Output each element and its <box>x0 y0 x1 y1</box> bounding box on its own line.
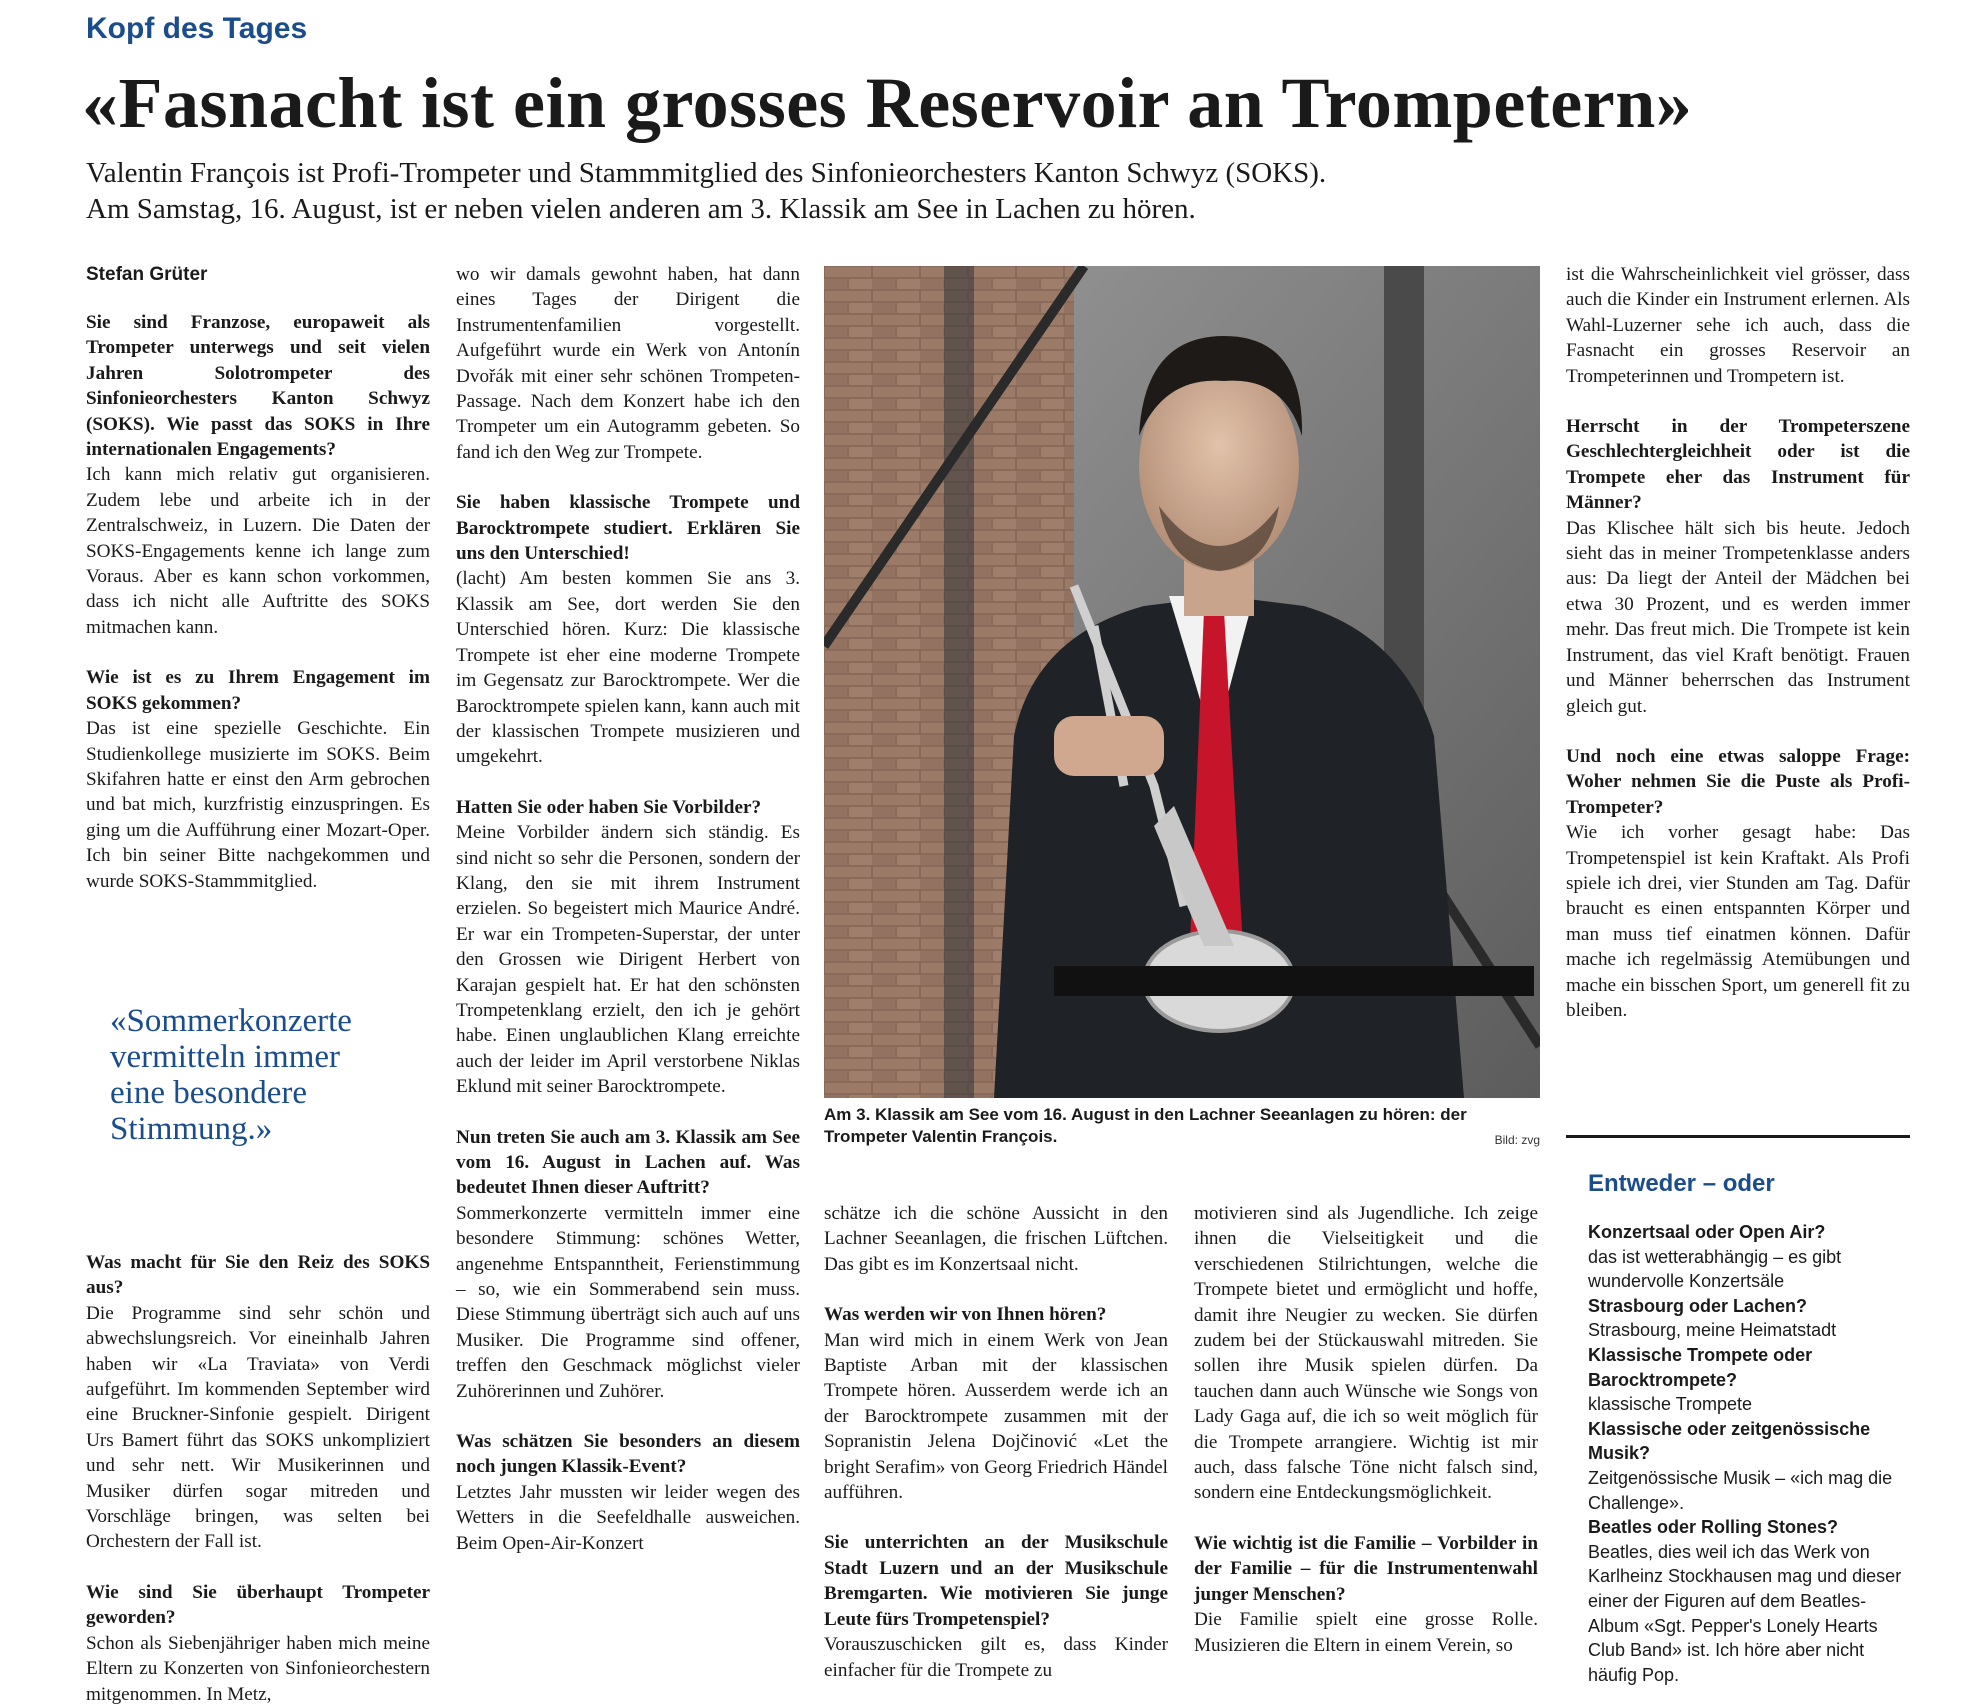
either-or-question: Konzertsaal oder Open Air? <box>1588 1222 1826 1242</box>
sidebar-divider <box>1566 1135 1910 1138</box>
interview-question: Wie sind Sie überhaupt Trompeter geworden? <box>86 1581 430 1629</box>
sidebar-title: Entweder – oder <box>1588 1170 1775 1197</box>
interview-answer: Das Klischee hält sich bis heute. Jedoch sieht das in meiner Trompetenklasse anders aus: Da liegt der Anteil der Mädchen bei etwa 30 Prozent, und es werden immer mehr. Das freut mich. Die Trompete ist kein Instrument, das viel Kraft benötigt. Frauen und Männer beherrschen das Instrument gleich gut. <box>1566 517 1910 717</box>
interview-question: Sie unterrichten an der Musikschule Stadt Luzern und an der Musikschule Bremgarten. Wie motivieren Sie junge Leute fürs Trompetenspiel? <box>824 1532 1168 1630</box>
paragraph-gap <box>456 465 800 490</box>
paragraph-gap <box>1566 719 1910 744</box>
either-or-question: Klassische Trompete oder Barocktrompete? <box>1588 1344 1813 1390</box>
interview-answer: Sommerkonzerte vermitteln immer eine besondere Stimmung: schönes Wetter, angenehme Entspanntheit, Ferienstimmung – so, wie ein Sommerabend sein muss. Diese Stimmung überträgt sich auch auf uns Musiker. Die Programme sind offener, treffen den Geschmack möglichst vieler Zuhörerinnen und Zuhörer. <box>456 1202 800 1402</box>
photo-caption: Am 3. Klassik am See vom 16. August in den Lachner Seeanlagen zu hören: der Trompeter Valentin François. <box>824 1105 1467 1146</box>
column-4 <box>1194 1201 1538 1658</box>
column-5 <box>1566 262 1910 1023</box>
paragraph-gap <box>456 770 800 795</box>
photo-credit: Bild: zvg <box>1494 1133 1540 1147</box>
interview-answer: Die Programme sind sehr schön und abwechslungsreich. Vor eineinhalb Jahren haben wir «La Traviata» von Verdi aufgeführt. Im kommenden September wird eine Bruckner-Sinfonie gespielt. Dirigent Urs Bamert führt das SOKS unkompliziert und sehr nett. Wir Musikerinnen und Musiker dürfen sogar mitreden und Vorschläge bringen, was selten bei Orchestern der Fall ist. <box>86 1302 430 1553</box>
either-or-question: Beatles oder Rolling Stones? <box>1588 1517 1839 1538</box>
sidebar-either-or <box>1588 1220 1908 1687</box>
lead-line-1: Valentin François ist Profi-Trompeter und Stammmitglied des Sinfonieorchesters Kanton Schwyz (SOKS). <box>86 157 1327 189</box>
interview-answer: Die Familie spielt eine grosse Rolle. Musizieren die Eltern in einem Verein, so <box>1194 1609 1538 1656</box>
pull-quote: «Sommerkonzerte vermitteln immer eine besondere Stimmung.» <box>110 1003 352 1147</box>
portrait-photo <box>824 266 1540 1098</box>
either-or-answer: Beatles, dies weil ich das Werk von Karlheinz Stockhausen mag und dieser einer der Figuren auf dem Beatles-Album «Sgt. Pepper's Lonely Hearts Club Band» ist. Ich höre aber nicht häufig Pop. <box>1588 1541 1902 1685</box>
paragraph-gap <box>86 640 430 665</box>
interview-question: Was macht für Sie den Reiz des SOKS aus? <box>86 1252 430 1299</box>
interview-answer: Letztes Jahr mussten wir leider wegen des Wetters in die Seefeldhalle ausweichen. Beim Open-Air-Konzert <box>456 1481 800 1554</box>
either-or-answer: klassische Trompete <box>1588 1394 1753 1415</box>
paragraph-gap <box>456 1100 800 1125</box>
lead-line-2: Am Samstag, 16. August, ist er neben vielen anderen am 3. Klassik am See in Lachen zu hören. <box>86 193 1196 225</box>
either-or-answer: Strasbourg, meine Heimatstadt <box>1588 1320 1837 1341</box>
interview-question: Und noch eine etwas saloppe Frage: Woher nehmen Sie die Puste als Profi-Trompeter? <box>1566 745 1910 818</box>
paragraph-gap <box>86 1555 430 1580</box>
interview-answer: schätze ich die schöne Aussicht in den Lachner Seeanlagen, die frischen Lüftchen. Das gibt es im Konzertsaal nicht. <box>824 1203 1168 1275</box>
headline: «Fasnacht ist ein grosses Reservoir an Trompetern» <box>82 63 1693 143</box>
paragraph-gap <box>824 1505 1168 1530</box>
either-or-answer: Zeitgenössische Musik – «ich mag die Challenge». <box>1588 1467 1893 1513</box>
interview-question: Nun treten Sie auch am 3. Klassik am See vom 16. August in Lachen auf. Was bedeutet Ihnen dieser Auftritt? <box>456 1126 800 1199</box>
interview-question: Was werden wir von Ihnen hören? <box>824 1304 1107 1326</box>
interview-answer: Das ist eine spezielle Geschichte. Ein Studienkollege musizierte im SOKS. Beim Skifahren hatte er einst den Arm gebrochen und bat mich, kurzfristig einzuspringen. Es ging um die Aufführung einer Mozart-Oper. Ich bin seiner Bitte nachgekommen und wurde SOKS-Stammmitglied. <box>86 718 430 892</box>
paragraph-gap <box>824 1277 1168 1302</box>
column-1-bottom <box>86 1250 430 1707</box>
paragraph-gap <box>1566 389 1910 414</box>
interview-question: Wie wichtig ist die Familie – Vorbilder in der Familie – für die Instrumentenwahl junger Menschen? <box>1194 1532 1538 1605</box>
interview-answer: wo wir damals gewohnt haben, hat dann eines Tages der Dirigent die Instrumentenfamilien vorgestellt. Aufgeführt wurde ein Werk von Antonín Dvořák mit einer sehr schönen Trompeten-Passage. Nach dem Konzert habe ich den Trompeter um ein Autogramm gebeten. So fand ich den Weg zur Trompete. <box>456 264 800 463</box>
either-or-question: Strasbourg oder Lachen? <box>1588 1295 1808 1316</box>
portrait-trumpeter-image <box>824 266 1540 1098</box>
interview-answer: Vorauszuschicken gilt es, dass Kinder einfacher für die Trompete zu <box>824 1634 1168 1681</box>
interview-answer: Meine Vorbilder ändern sich ständig. Es sind nicht so sehr die Personen, sondern der Klang, den sie mit ihrem Instrument erzielen. So begeistert mich Maurice André. Er war ein Trompeten-Superstar, der unter den Grossen wie Dirigent Herbert von Karajan gespielt hat. Er hat den schönsten Trompetenklang erzielt, den ich je gehört habe. Einen unglaublichen Klang erreichte auch der leider im April verstorbene Niklas Eklund mit seiner Barocktrompete. <box>456 822 800 1098</box>
interview-question: Wie ist es zu Ihrem Engagement im SOKS gekommen? <box>86 667 430 714</box>
interview-answer: motivieren sind als Jugendliche. Ich zeige ihnen die Vielseitigkeit und die verschiedenen Stilrichtungen, welche die Trompete bietet und ermöglicht und hoffe, damit ihre Neugier zu wecken. Sie dürfen zudem bei der Stückauswahl mitreden. Sie sollen ihre Musik spielen dürfen. Da tauchen dann auch Wünsche wie Songs von Lady Gaga auf, die ich so weit möglich für die Trompete arrangiere. Wichtig ist mir auch, dass falsche Töne nicht falsch sind, sondern eine Entdeckungsmöglichkeit. <box>1194 1203 1538 1504</box>
author-byline: Stefan Grüter <box>86 264 208 285</box>
interview-answer: Wie ich vorher gesagt habe: Das Trompetenspiel ist kein Kraftakt. Als Profi spiele ich drei, vier Stunden am Tag. Dafür braucht es einen entspannten Körper und man muss tief einatmen können. Dafür mache ich regelmässig Atemübungen und mache ein bisschen Sport, um generell fit zu bleiben. <box>1566 822 1910 1021</box>
interview-question: Sie haben klassische Trompete und Barocktrompete studiert. Erklären Sie uns den Unterschied! <box>456 492 800 565</box>
interview-question: Herrscht in der Trompeterszene Geschlechtergleichheit oder ist die Trompete eher das Instrument für Männer? <box>1566 416 1910 514</box>
column-3 <box>824 1201 1168 1683</box>
paragraph-gap <box>456 1404 800 1429</box>
interview-answer: ist die Wahrscheinlichkeit viel grösser, dass auch die Kinder ein Instrument erlernen. Als Wahl-Luzerner sehe ich auch, dass die Fasnacht ein grosses Reservoir an Trompeterinnen und Trompetern ist. <box>1566 264 1910 387</box>
paragraph-gap <box>1194 1506 1538 1531</box>
either-or-answer: das ist wetterabhängig – es gibt wundervolle Konzertsäle <box>1588 1246 1842 1292</box>
interview-answer: Schon als Siebenjähriger haben mich meine Eltern zu Konzerten von Sinfonieorchestern mitgenommen. In Metz, <box>86 1632 430 1705</box>
interview-answer: Ich kann mich relativ gut organisieren. Zudem lebe und arbeite ich in der Zentralschweiz, in Luzern. Die Daten der SOKS-Engagements kenne ich lange zum Voraus. Aber es kann schon vorkommen, dass ich nicht alle Auftritte des SOKS mitmachen kann. <box>86 464 430 638</box>
section-kicker: Kopf des Tages <box>86 12 308 45</box>
interview-answer: Man wird mich in einem Werk von Jean Baptiste Arban mit der klassischen Trompete hören. Ausserdem werde ich an der Barocktrompete zusammen mit der Sopranistin Jelena Dojčinović «Let the bright Serafim» von Georg Friedrich Händel aufführen. <box>824 1329 1168 1504</box>
interview-question: Was schätzen Sie besonders an diesem noch jungen Klassik-Event? <box>456 1431 800 1478</box>
column-2 <box>456 262 800 1556</box>
column-1-top <box>86 310 430 894</box>
either-or-question: Klassische oder zeitgenössische Musik? <box>1588 1418 1871 1464</box>
interview-question: Hatten Sie oder haben Sie Vorbilder? <box>456 796 762 818</box>
interview-question: Sie sind Franzose, europaweit als Trompeter unterwegs und seit vielen Jahren Solotrompeter des Sinfonieorchesters Kanton Schwyz (SOKS). Wie passt das SOKS in Ihre internationalen Engagements? <box>86 312 430 461</box>
interview-answer: (lacht) Am besten kommen Sie ans 3. Klassik am See, dort werden Sie den Unterschied hören. Kurz: Die klassische Trompete ist eher eine moderne Trompete im Gegensatz zur Barocktrompete. Wer die Barocktrompete spielen kann, kann auch mit der klassischen Trompete musizieren und umgekehrt. <box>456 568 800 768</box>
